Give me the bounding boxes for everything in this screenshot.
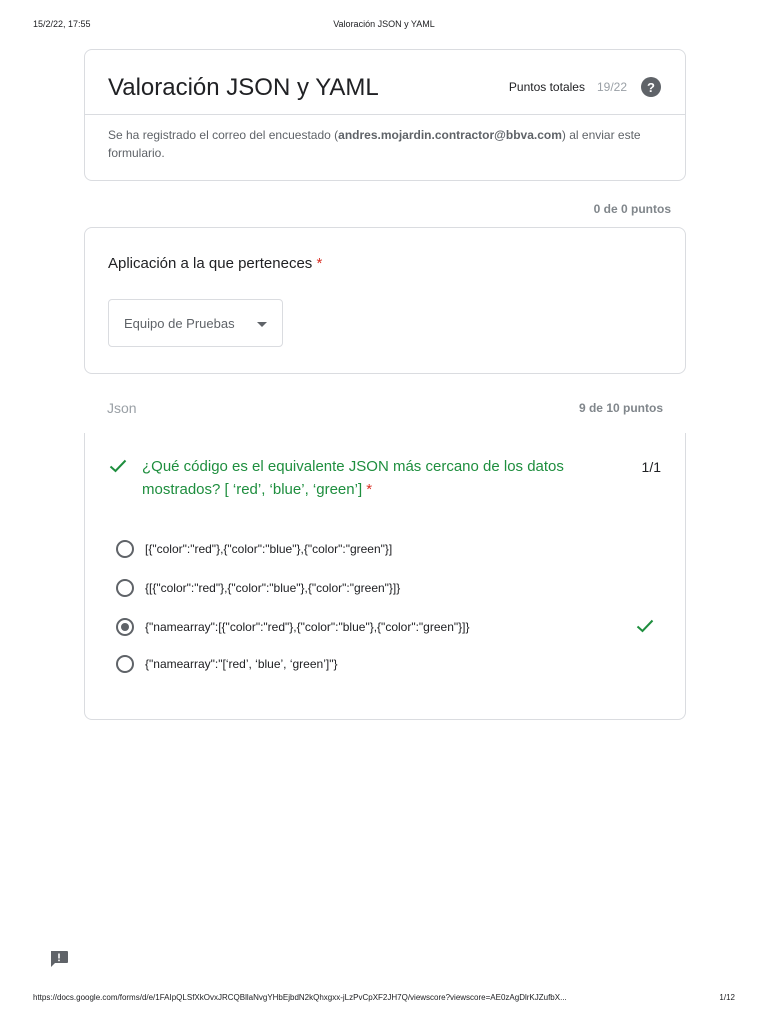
total-points-label: Puntos totales (508, 80, 585, 94)
total-points-value: 19/22 (596, 80, 627, 94)
section-2-name: Json (107, 400, 137, 416)
caret-down-icon (257, 322, 267, 327)
application-dropdown[interactable] (108, 299, 283, 347)
option-label: [{"color":"red"},{"color":"blue"},{"color":"green"}] (145, 542, 393, 556)
check-icon (109, 459, 127, 473)
print-header (0, 19, 768, 33)
form-title: Valoración JSON y YAML (108, 74, 379, 101)
section-1-score: 0 de 0 puntos (593, 202, 671, 216)
feedback-icon[interactable] (49, 950, 69, 968)
total-points (509, 77, 661, 97)
print-title: Valoración JSON y YAML (333, 19, 435, 29)
question-text-body: ¿Qué código es el equivalente JSON más cercano de los datos mostrados? [ ‘red’, ‘blue’, ‘green’] (142, 458, 564, 498)
print-footer (0, 993, 768, 1007)
email-notice (108, 126, 665, 162)
question-text (142, 455, 592, 501)
print-page-number: 1/12 (719, 993, 735, 1002)
radio-button-selected[interactable] (116, 618, 134, 636)
option-label: {"namearray":"[‘red’, ‘blue’, ‘green’]"} (145, 657, 338, 671)
question-card-application (84, 227, 686, 374)
required-mark: * (366, 481, 373, 498)
header-divider (85, 114, 685, 115)
check-icon (636, 619, 654, 633)
notice-suffix: ) al enviar este formulario. (108, 128, 641, 160)
question-score: 1/1 (641, 459, 661, 475)
help-icon[interactable]: ? (641, 77, 661, 97)
print-datetime: 15/2/22, 17:55 (33, 19, 91, 29)
option-1[interactable] (116, 539, 392, 559)
question-label (108, 255, 322, 272)
radio-button[interactable] (116, 540, 134, 558)
required-mark: * (316, 255, 323, 272)
respondent-email: andres.mojardin.contractor@bbva.com (338, 128, 562, 142)
radio-button[interactable] (116, 655, 134, 673)
question-label-text: Aplicación a la que perteneces (108, 255, 313, 272)
option-2[interactable] (116, 578, 400, 598)
form-header-card (84, 49, 686, 181)
option-4[interactable] (116, 654, 337, 674)
option-label: {[{"color":"red"},{"color":"blue"},{"color":"green"}]} (145, 581, 401, 595)
option-label: {"namearray":[{"color":"red"},{"color":"blue"},{"color":"green"}]} (145, 620, 470, 634)
question-card-json (84, 433, 686, 720)
notice-prefix: Se ha registrado el correo del encuestado ( (108, 128, 339, 142)
print-url: https://docs.google.com/forms/d/e/1FAIpQLSfXkOvxJRCQBllaNvgYHbEjbdN2kQhxgxx-jLzPvCpXF2JH7Q/viewscore?viewscore=AE0zAgDlrKJZufbX... (33, 993, 567, 1002)
radio-button[interactable] (116, 579, 134, 597)
dropdown-selected-value: Equipo de Pruebas (124, 315, 235, 331)
option-3[interactable] (116, 617, 469, 637)
section-2-score: 9 de 10 puntos (578, 401, 663, 415)
